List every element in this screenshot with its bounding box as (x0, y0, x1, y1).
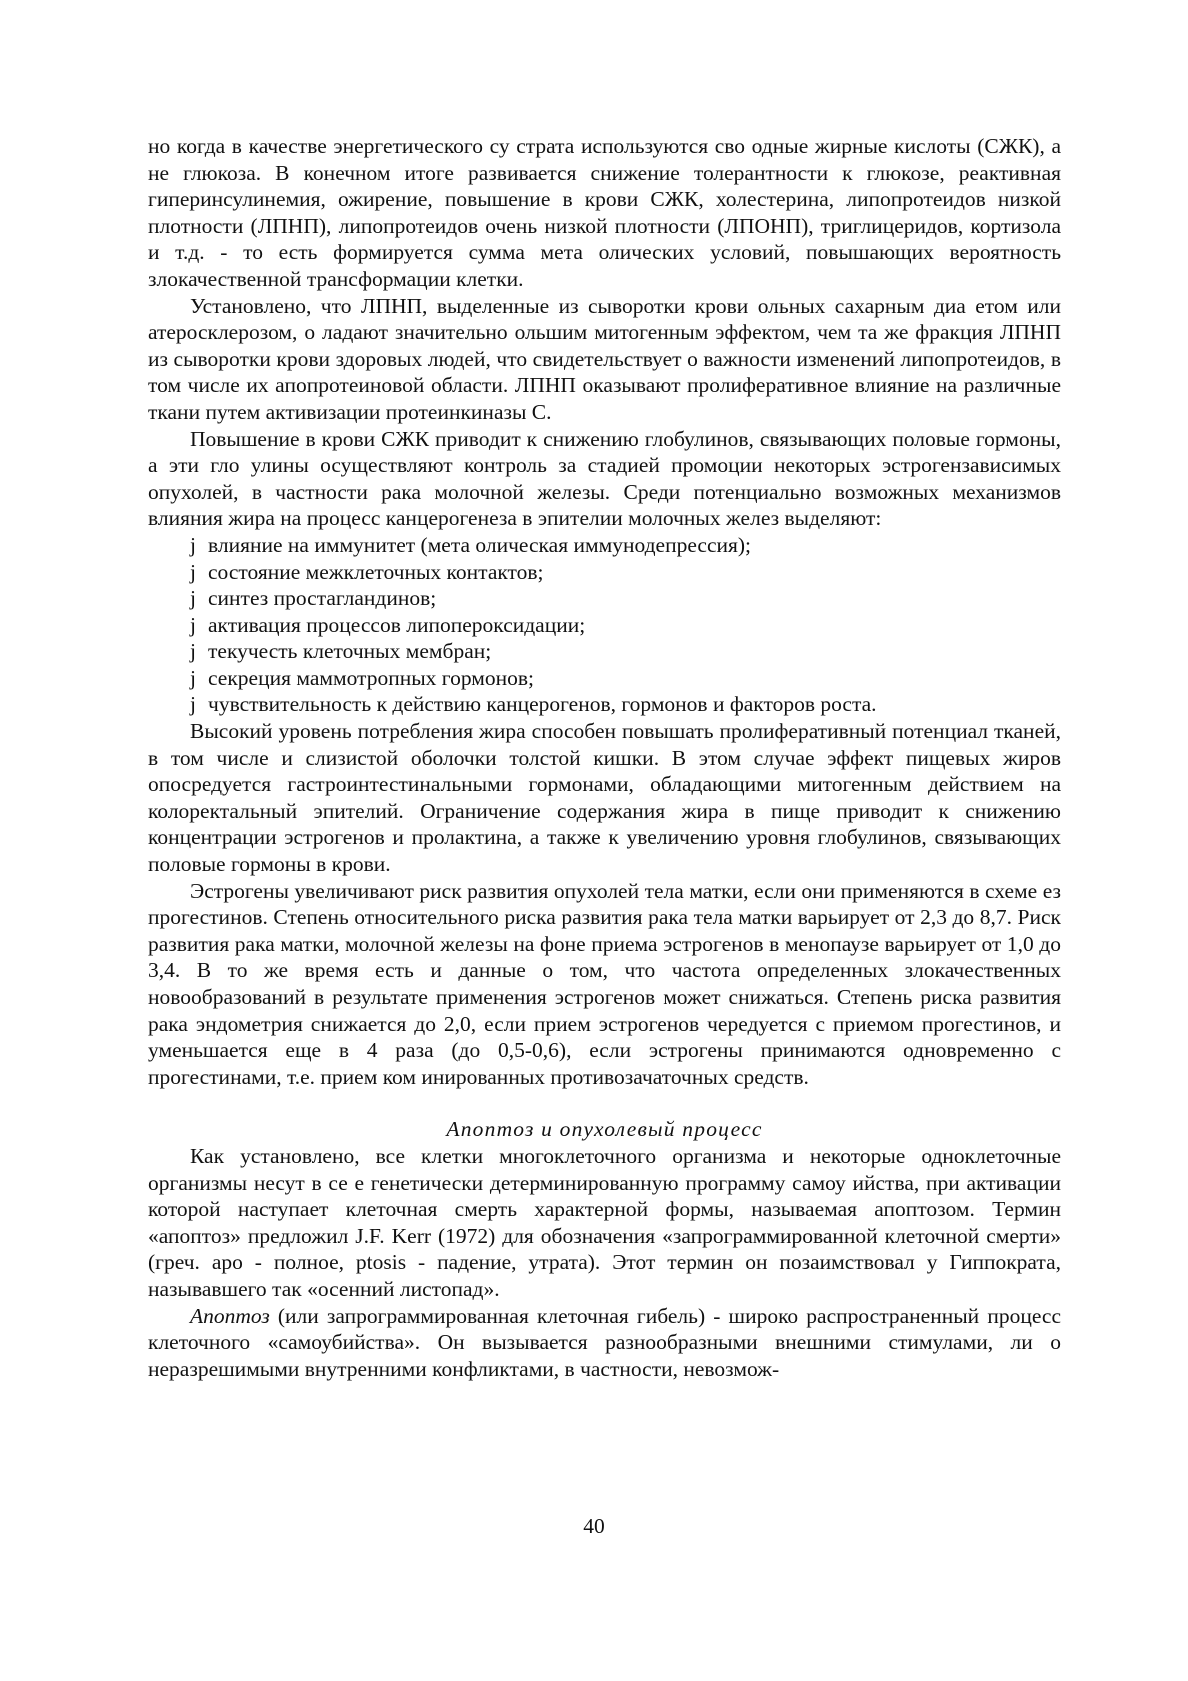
list-item (148, 691, 1061, 718)
section-heading: Апоптоз и опухолевый процесс (446, 1117, 763, 1142)
paragraph-ffa-globulins: Повышение в крови СЖК приводит к снижению глобулинов, связывающих половые гормоны, а эти гло улины осуществляют контроль за стадией промоции некоторых эстрогензависимых опухолей, в частности рака молочной железы. Среди потенциально возможных механизмов влияния жира на процесс канцерогенеза в эпителии молочных желез выделяют: (148, 426, 1061, 531)
list-item-text: текучесть клеточных мембран; (208, 639, 492, 664)
list-item-text: чувствительность к действию канцерогенов, гормонов и факторов роста. (208, 692, 877, 717)
list-item (148, 559, 1061, 586)
bullet-marker: j (190, 692, 196, 717)
list-item (148, 585, 1061, 612)
bullet-marker: j (190, 532, 196, 557)
bullet-marker: j (190, 639, 196, 664)
bullet-marker: j (190, 586, 196, 611)
list-item-text: синтез простагландинов; (208, 586, 437, 611)
page-number: 40 (583, 1514, 605, 1538)
list-item-text: состояние межклеточных контактов; (208, 559, 544, 584)
document-page (148, 133, 1061, 1382)
bullet-marker: j (190, 559, 196, 584)
list-item-text: влияние на иммунитет (мета олическая иммунодепрессия); (208, 532, 752, 557)
bullet-marker: j (190, 665, 196, 690)
bullet-marker: j (190, 612, 196, 637)
list-item (148, 638, 1061, 665)
paragraph-metabolic-conditions: но когда в качестве энергетического су страта используются сво одные жирные кислоты (СЖК), а не глюкоза. В конечном итоге развивается снижение толерантности к глюкозе, реактивная гиперинсулинемия, ожирение, повышение в крови СЖК, холестерина, липопротеидов низкой плотности (ЛПНП), липопротеидов очень низкой плотности (ЛПОНП), триглицеридов, кортизола и т.д. - то есть формируется сумма мета олических условий, повышающих вероятность злокачественной трансформации клетки. (148, 134, 1061, 291)
list-item-text: активация процессов липопероксидации; (208, 612, 586, 637)
paragraph-ldl-mitogenic: Установлено, что ЛПНП, выделенные из сыворотки крови ольных сахарным диа етом или атеросклерозом, о ладают значительно ольшим митогенным эффектом, чем та же фракция ЛПНП из сыворотки крови здоровых людей, что свидетельствует о важности изменений липопротеидов, в том числе их апопротеиновой области. ЛПНП оказывают пролиферативное влияние на различные ткани путем активизации протеинкиназы С. (148, 293, 1061, 424)
paragraph-apoptosis-process (148, 1303, 1061, 1383)
list-item (148, 665, 1061, 692)
list-item (148, 612, 1061, 639)
paragraph-apoptosis-definition: Как установлено, все клетки многоклеточного организма и некоторые одноклеточные организмы несут в се е генетически детерминированную программу самоу ийства, при активации которой наступает клеточная смерть характерной формы, называемая апоптозом. Термин «апоптоз» предложил J.F. Kerr (1972) для обозначения «запрограммированной клеточной смерти» (греч. apo - полное, ptosis - падение, утрата). Этот термин он позаимствовал у Гиппократа, называвшего так «осенний листопад». (148, 1143, 1061, 1301)
apoptosis-term: Апоптоз (190, 1303, 270, 1328)
mechanisms-list (148, 532, 1061, 718)
paragraph-estrogens: Эстрогены увеличивают риск развития опухолей тела матки, если они применяются в схеме ез прогестинов. Степень относительного риска развития рака тела матки варьирует от 2,3 до 8,7. Риск развития рака матки, молочной железы на фоне приема эстрогенов в менопаузе варьирует от 1,0 до 3,4. В то же время есть и данные о том, что частота определенных злокачественных новообразований в результате применения эстрогенов может снижаться. Степень риска развития рака эндометрия снижается до 2,0, если прием эстрогенов чередуется с приемом прогестинов, и уменьшается еще в 4 раза (до 0,5-0,6), если эстрогены принимаются одновременно с прогестинами, т.е. прием ком инированных противозачаточных средств. (148, 878, 1061, 1089)
paragraph-apoptosis-process-text: (или запрограммированная клеточная гибель) - широко распространенный процесс клеточного «самоубийства». Он вызывается разнообразными внешними стимулами, ли о неразрешимыми внутренними конфликтами, в частности, невозмож- (148, 1303, 1061, 1381)
list-item-text: секреция маммотропных гормонов; (208, 665, 534, 690)
list-item (148, 532, 1061, 559)
paragraph-dietary-fat: Высокий уровень потребления жира способен повышать пролиферативный потенциал тканей, в том числе и слизистой оболочки толстой кишки. В этом случае эффект пищевых жиров опосредуется гастроинтестинальными гормонами, обладающими митогенным действием на колоректальный эпителий. Ограничение содержания жира в пище приводит к снижению концентрации эстрогенов и пролактина, а также к увеличению уровня глобулинов, связывающих половые гормоны в крови. (148, 719, 1061, 877)
